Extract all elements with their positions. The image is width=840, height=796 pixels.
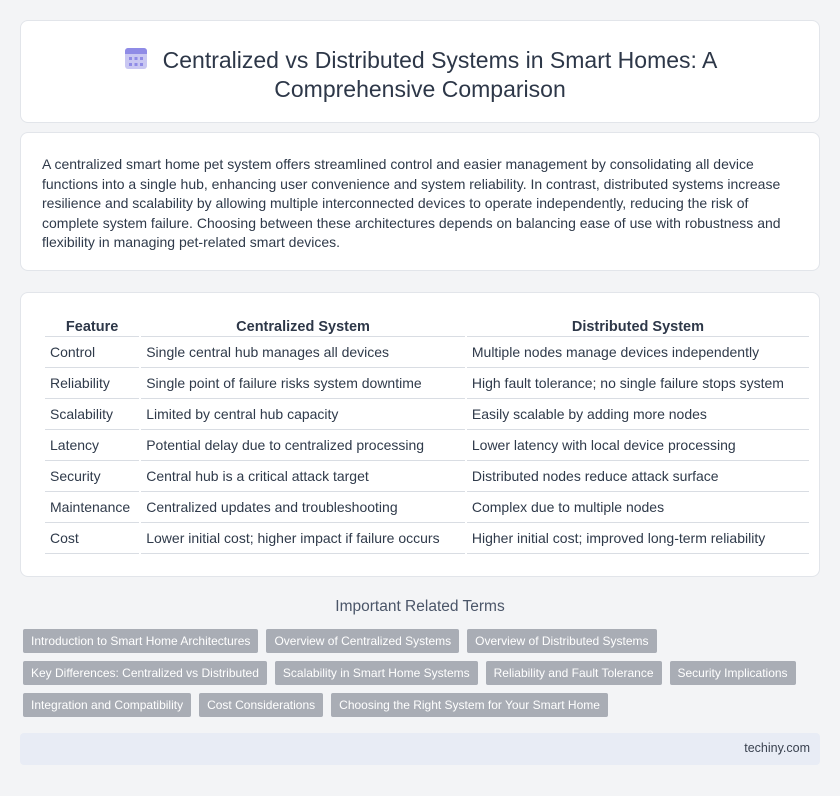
related-term-tag[interactable]: Overview of Distributed Systems — [467, 629, 656, 653]
title-card — [20, 20, 820, 123]
related-terms-list — [23, 629, 813, 717]
distributed-cell: Lower latency with local device processing — [467, 430, 809, 461]
centralized-cell: Potential delay due to centralized processing — [141, 430, 465, 461]
centralized-cell: Limited by central hub capacity — [141, 399, 465, 430]
distributed-cell: High fault tolerance; no single failure stops system — [467, 368, 809, 399]
footer — [20, 733, 820, 765]
table-row — [45, 492, 809, 523]
title-line-1: Centralized vs Distributed Systems in Smart Homes: A — [162, 47, 718, 73]
distributed-cell: Multiple nodes manage devices independently — [467, 337, 809, 368]
related-term-tag[interactable]: Overview of Centralized Systems — [266, 629, 459, 653]
table-row — [45, 337, 809, 368]
related-term-tag[interactable]: Integration and Compatibility — [23, 693, 191, 717]
related-term-tag[interactable]: Introduction to Smart Home Architectures — [23, 629, 258, 653]
distributed-cell: Complex due to multiple nodes — [467, 492, 809, 523]
feature-cell: Cost — [45, 523, 139, 554]
table-row — [45, 368, 809, 399]
related-term-tag[interactable]: Reliability and Fault Tolerance — [486, 661, 662, 685]
distributed-cell: Easily scalable by adding more nodes — [467, 399, 809, 430]
header-distributed: Distributed System — [467, 313, 809, 337]
related-terms-heading: Important Related Terms — [335, 598, 505, 615]
feature-cell: Scalability — [45, 399, 139, 430]
related-term-tag[interactable]: Key Differences: Centralized vs Distributed — [23, 661, 267, 685]
centralized-cell: Central hub is a critical attack target — [141, 461, 465, 492]
table-header-row — [45, 313, 809, 337]
comparison-table — [43, 313, 811, 554]
feature-cell: Security — [45, 461, 139, 492]
table-row — [45, 399, 809, 430]
feature-cell: Latency — [45, 430, 139, 461]
footer-site-link[interactable]: techiny.com — [744, 741, 810, 755]
table-row — [45, 461, 809, 492]
table-row — [45, 523, 809, 554]
title-line-2: Comprehensive Comparison — [274, 76, 566, 102]
intro-card — [20, 132, 820, 271]
centralized-cell: Lower initial cost; higher impact if failure occurs — [141, 523, 465, 554]
related-term-tag[interactable]: Scalability in Smart Home Systems — [275, 661, 478, 685]
feature-cell: Maintenance — [45, 492, 139, 523]
comparison-card — [20, 292, 820, 577]
feature-cell: Control — [45, 337, 139, 368]
distributed-cell: Higher initial cost; improved long-term reliability — [467, 523, 809, 554]
building-icon — [123, 45, 149, 71]
related-term-tag[interactable]: Cost Considerations — [199, 693, 323, 717]
centralized-cell: Single point of failure risks system downtime — [141, 368, 465, 399]
distributed-cell: Distributed nodes reduce attack surface — [467, 461, 809, 492]
header-centralized: Centralized System — [141, 313, 465, 337]
page-title — [21, 45, 819, 104]
header-feature: Feature — [45, 313, 139, 337]
centralized-cell: Single central hub manages all devices — [141, 337, 465, 368]
related-term-tag[interactable]: Choosing the Right System for Your Smart Home — [331, 693, 608, 717]
centralized-cell: Centralized updates and troubleshooting — [141, 492, 465, 523]
table-row — [45, 430, 809, 461]
intro-paragraph: A centralized smart home pet system offers streamlined control and easier management by consolidating all device functions into a single hub, enhancing user convenience and system reliability. In contrast, distributed systems increase resilience and scalability by allowing multiple interconnected devices to operate independently, reducing the risk of complete system failure. Choosing between these architectures depends on balancing ease of use with robustness and flexibility in managing pet-related smart devices. — [42, 156, 781, 251]
related-term-tag[interactable]: Security Implications — [670, 661, 796, 685]
feature-cell: Reliability — [45, 368, 139, 399]
